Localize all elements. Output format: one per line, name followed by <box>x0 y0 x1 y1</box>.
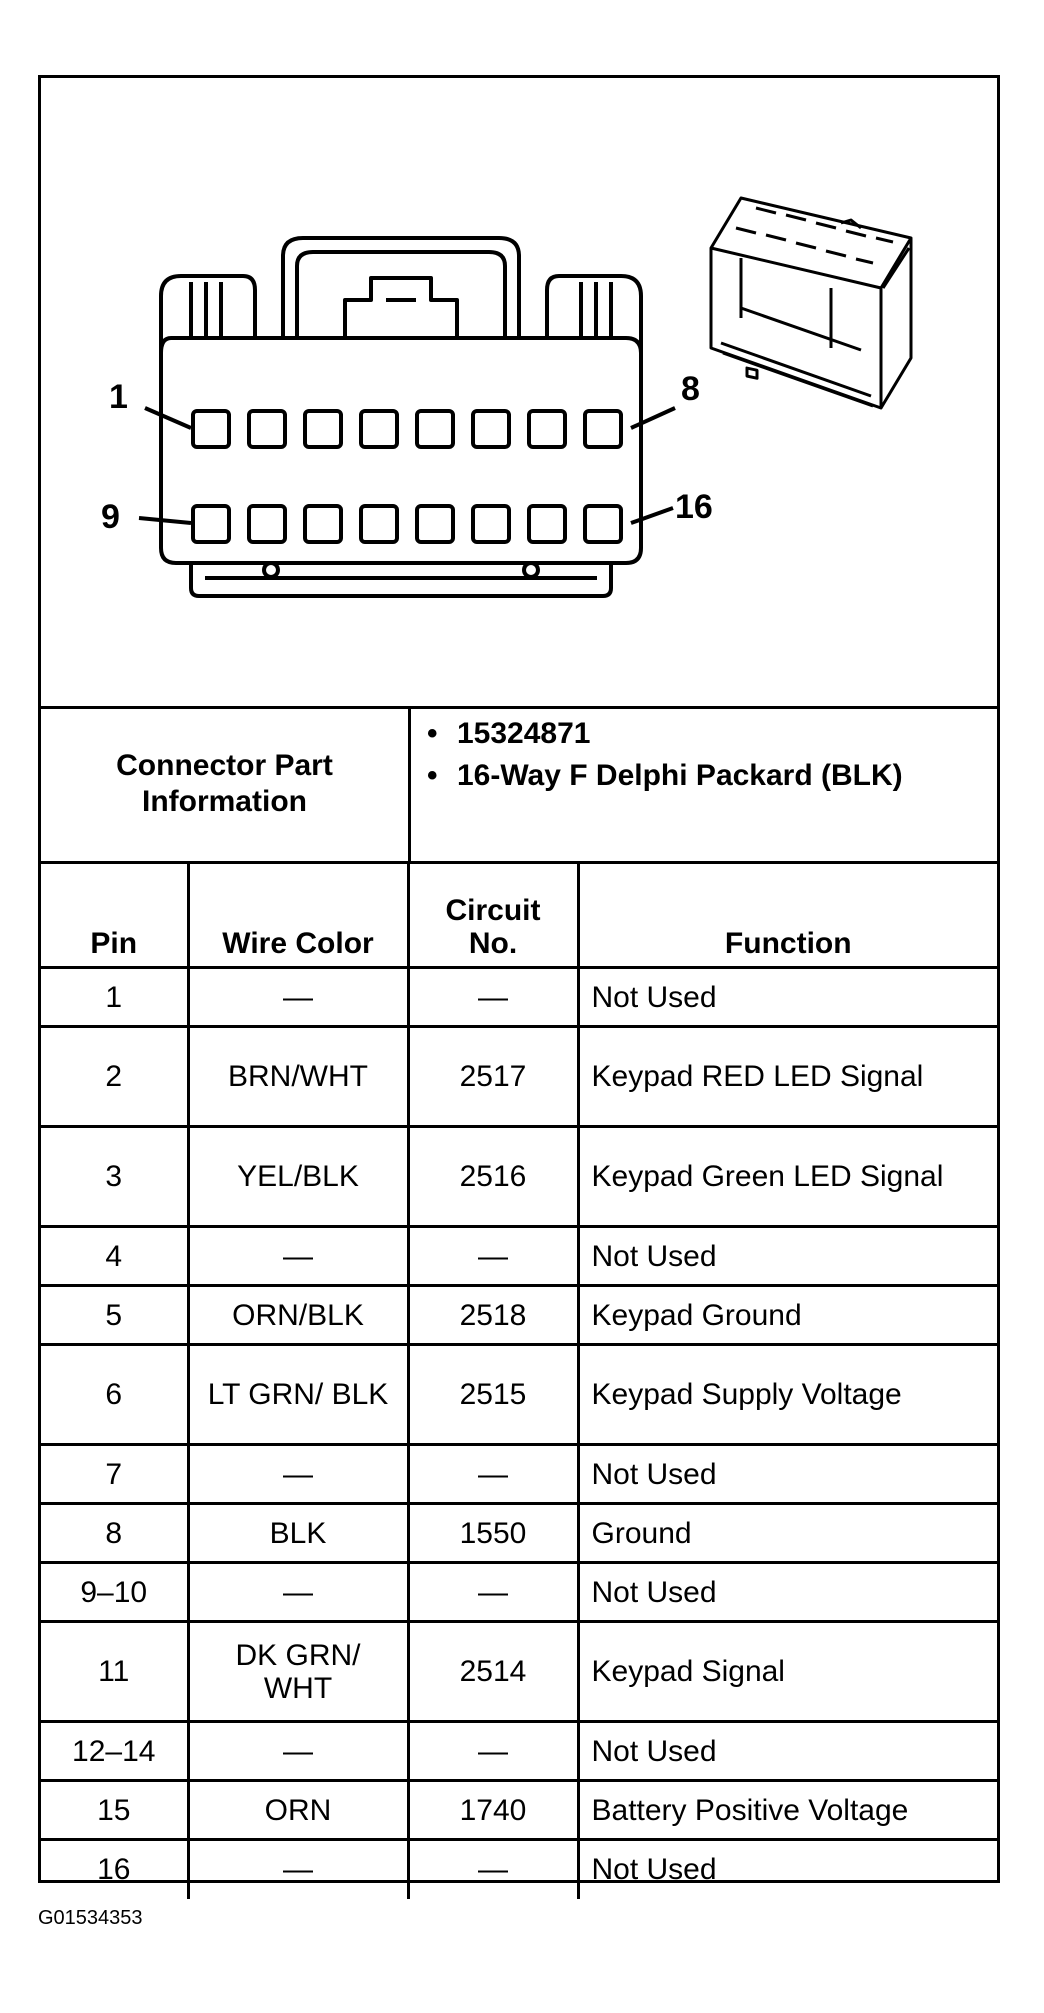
pin-cell: 6 <box>41 1345 188 1445</box>
function-cell: Keypad Supply Voltage <box>578 1345 997 1445</box>
header-function: Function <box>578 863 997 968</box>
function-cell: Not Used <box>578 1445 997 1504</box>
circuit-cell: — <box>408 1722 578 1781</box>
pin-label-9: 9 <box>101 498 120 536</box>
pin-cell: 15 <box>41 1781 188 1840</box>
wire-color-cell: ORN/BLK <box>188 1286 408 1345</box>
table-row <box>41 1722 997 1781</box>
pin-cell: 3 <box>41 1127 188 1227</box>
table-row <box>41 1840 997 1899</box>
function-cell: Not Used <box>578 1722 997 1781</box>
function-cell: Battery Positive Voltage <box>578 1781 997 1840</box>
function-cell: Not Used <box>578 1840 997 1899</box>
function-cell: Not Used <box>578 968 997 1027</box>
wire-color-cell: — <box>188 968 408 1027</box>
connector-diagram <box>41 78 997 709</box>
connector-frame <box>38 75 1000 1887</box>
pin-label-8: 8 <box>681 370 700 408</box>
function-cell: Ground <box>578 1504 997 1563</box>
connector-iso-view <box>711 198 911 408</box>
figure-code: G01534353 <box>38 1907 143 1929</box>
function-cell: Keypad RED LED Signal <box>578 1027 997 1127</box>
wire-color-cell: YEL/BLK <box>188 1127 408 1227</box>
circuit-cell: — <box>408 1227 578 1286</box>
table-row <box>41 1504 997 1563</box>
circuit-cell: — <box>408 1445 578 1504</box>
table-row <box>41 1781 997 1840</box>
wire-color-cell: DK GRN/ WHT <box>188 1622 408 1722</box>
wire-color-cell: — <box>188 1722 408 1781</box>
header-wire-color: Wire Color <box>188 863 408 968</box>
pin-cell: 12–14 <box>41 1722 188 1781</box>
circuit-cell: 2517 <box>408 1027 578 1127</box>
pin-label-1: 1 <box>109 378 128 416</box>
part-number: • 15324871 <box>411 716 991 752</box>
wire-color-cell: ORN <box>188 1781 408 1840</box>
pinout-table <box>41 861 997 1899</box>
connector-description: • 16-Way F Delphi Packard (BLK) <box>411 758 991 794</box>
table-row <box>41 1227 997 1286</box>
pin-cell: 16 <box>41 1840 188 1899</box>
connector-part-info-label: Connector Part Information <box>41 706 411 861</box>
connector-face-drawing <box>41 78 997 706</box>
table-row <box>41 1286 997 1345</box>
wire-color-cell: LT GRN/ BLK <box>188 1345 408 1445</box>
table-header-row <box>41 863 997 968</box>
table-row <box>41 1345 997 1445</box>
pin-cell: 1 <box>41 968 188 1027</box>
table-row <box>41 1027 997 1127</box>
pin-cell: 2 <box>41 1027 188 1127</box>
pin-cell: 5 <box>41 1286 188 1345</box>
wire-color-cell: — <box>188 1840 408 1899</box>
pin-label-16: 16 <box>675 488 713 526</box>
wire-color-cell: BRN/WHT <box>188 1027 408 1127</box>
table-row <box>41 1445 997 1504</box>
function-cell: Keypad Ground <box>578 1286 997 1345</box>
function-cell: Not Used <box>578 1227 997 1286</box>
connector-part-info-list <box>411 716 991 800</box>
table-row <box>41 1127 997 1227</box>
pin-cell: 4 <box>41 1227 188 1286</box>
circuit-cell: 2518 <box>408 1286 578 1345</box>
function-cell: Not Used <box>578 1563 997 1622</box>
circuit-cell: 1740 <box>408 1781 578 1840</box>
circuit-cell: 2515 <box>408 1345 578 1445</box>
header-pin: Pin <box>41 863 188 968</box>
wire-color-cell: BLK <box>188 1504 408 1563</box>
table-row <box>41 968 997 1027</box>
circuit-cell: — <box>408 1840 578 1899</box>
circuit-cell: — <box>408 1563 578 1622</box>
circuit-cell: 2516 <box>408 1127 578 1227</box>
function-cell: Keypad Signal <box>578 1622 997 1722</box>
pin-cell: 8 <box>41 1504 188 1563</box>
wire-color-cell: — <box>188 1563 408 1622</box>
circuit-cell: 1550 <box>408 1504 578 1563</box>
wire-color-cell: — <box>188 1445 408 1504</box>
connector-part-information <box>41 706 997 864</box>
function-cell: Keypad Green LED Signal <box>578 1127 997 1227</box>
pin-cell: 9–10 <box>41 1563 188 1622</box>
pin-cell: 11 <box>41 1622 188 1722</box>
circuit-cell: 2514 <box>408 1622 578 1722</box>
pin-cell: 7 <box>41 1445 188 1504</box>
table-row <box>41 1622 997 1722</box>
table-row <box>41 1563 997 1622</box>
header-circuit-no: Circuit No. <box>408 863 578 968</box>
circuit-cell: — <box>408 968 578 1027</box>
wire-color-cell: — <box>188 1227 408 1286</box>
